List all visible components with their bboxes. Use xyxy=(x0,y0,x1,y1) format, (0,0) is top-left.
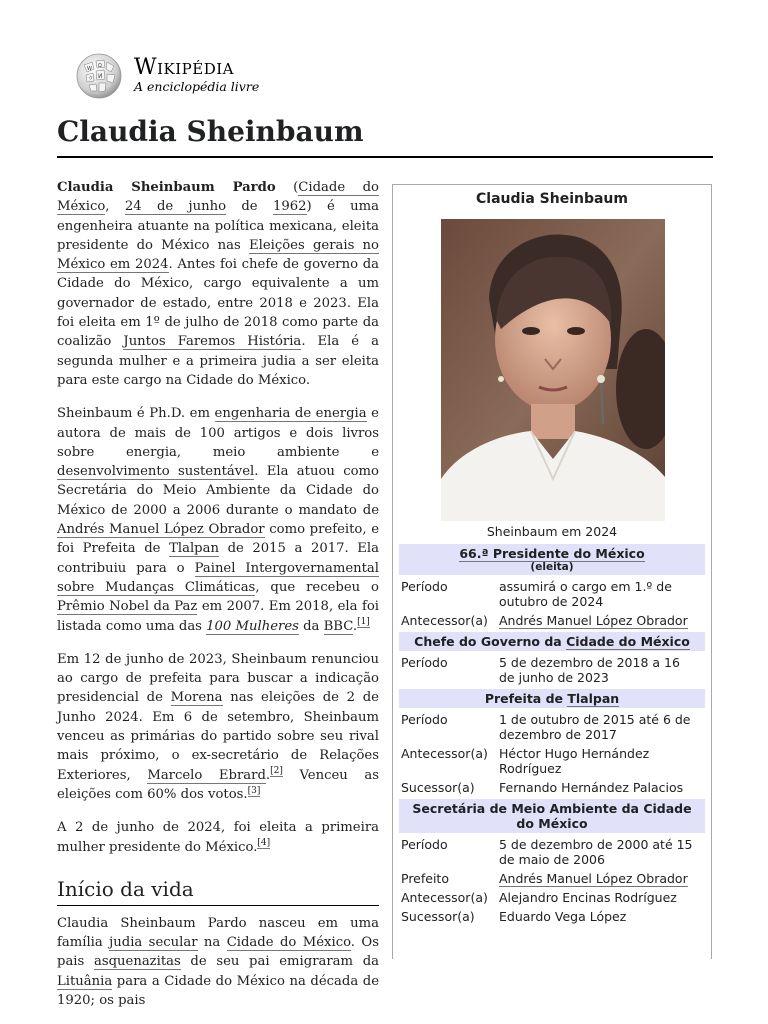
text: e autora de mais de 100 artigos e dois livros sobre energia, meio ambiente e xyxy=(57,406,379,460)
row-value: 5 de dezembro de 2000 até 15 de maio de 2006 xyxy=(499,837,693,867)
text: Claudia Sheinbaum Pardo nasceu em uma família xyxy=(57,915,379,951)
infobox-row xyxy=(401,746,705,776)
link-marcelo-ebrard[interactable]: Marcelo Ebrard xyxy=(147,767,266,783)
infobox-section-secretaria: Secretária de Meio Ambiente da Cidade do México xyxy=(399,799,705,833)
link-eleicoes-2024[interactable]: Eleições gerais no México em 2024 xyxy=(57,237,379,273)
row-value: 1 de outubro de 2015 até 6 de dezembro de 2017 xyxy=(499,712,691,742)
elected-note: (eleita) xyxy=(530,561,574,573)
text: A 2 de junho de 2024, foi eleita a primeira mulher presidente do México. xyxy=(57,820,379,855)
link-tlalpan-infobox[interactable]: Tlalpan xyxy=(567,691,620,706)
row-label: Antecessor(a) xyxy=(401,746,488,761)
article-body xyxy=(57,178,379,1024)
row-label: Prefeito xyxy=(401,871,449,886)
text: nas eleições de 2 de Junho 2024. Em 6 de setembro, Sheinbaum venceu as primárias do partido sobre seu rival mais próximo, o ex-secretário de Relações Exteriores, xyxy=(57,690,379,783)
row-label: Antecessor(a) xyxy=(401,890,488,905)
row-value: Héctor Hugo Hernández Rodríguez xyxy=(499,746,650,776)
text: da xyxy=(298,618,324,634)
link-cidade-do-mexico-2[interactable]: Cidade do México xyxy=(226,935,351,951)
infobox-title: Claudia Sheinbaum xyxy=(476,191,628,207)
svg-text:ウ: ウ xyxy=(88,76,94,82)
paragraph-candidacy xyxy=(57,650,379,804)
link-1962[interactable]: 1962 xyxy=(272,199,307,215)
text: , que recebeu o xyxy=(255,579,379,595)
text: . Ela é a segunda mulher e a primeira judia a ser eleita para este cargo na Cidade do México. xyxy=(57,334,379,388)
infobox-section-prefeita xyxy=(399,689,705,708)
infobox-row xyxy=(401,655,705,685)
infobox-row xyxy=(401,890,705,905)
text: em 2007. Em 2018, ela foi listada como uma das xyxy=(57,599,379,634)
site-tagline: A enciclopédia livre xyxy=(134,79,260,94)
row-value: Fernando Hernández Palacios xyxy=(499,780,684,795)
text: . Antes foi chefe de governo da Cidade do México, cargo equivalente a um governador de estado, entre 2018 e 2023. Ela foi eleita em 1º de julho de 2018 como parte da coalizão xyxy=(57,257,379,350)
link-engenharia-de-energia[interactable]: engenharia de energia xyxy=(214,406,367,422)
reference-4[interactable]: [4] xyxy=(257,838,271,849)
link-judia-secular[interactable]: judia secular xyxy=(109,935,198,951)
link-lituania[interactable]: Lituânia xyxy=(57,973,113,989)
paragraph-career xyxy=(57,404,379,636)
row-value: 5 de dezembro de 2018 a 16 de junho de 2023 xyxy=(499,655,680,685)
infobox-row xyxy=(401,909,705,924)
link-presidente-do-mexico[interactable]: 66.ª Presidente do México xyxy=(459,546,645,561)
infobox-row xyxy=(401,871,705,886)
reference-3[interactable]: [3] xyxy=(247,785,261,796)
infobox-row xyxy=(401,579,705,609)
reference-1[interactable]: [1] xyxy=(357,617,370,628)
text: . Ela atuou como Secretária do Meio Ambiente da Cidade do México de 2000 a 2006 durante o mandato de xyxy=(57,464,379,518)
text: . xyxy=(265,767,271,783)
link-bbc[interactable]: BBC xyxy=(323,618,353,634)
infobox-section-presidente xyxy=(399,544,705,575)
infobox-row xyxy=(401,712,705,742)
link-asquenazitas[interactable]: asquenazitas xyxy=(93,954,181,970)
text: na xyxy=(197,935,227,951)
site-header xyxy=(74,53,314,101)
text: de xyxy=(226,199,273,215)
row-value: Eduardo Vega López xyxy=(499,909,627,924)
section-heading-early-life: Início da vida xyxy=(57,875,379,906)
text: como prefeito, e foi Prefeita de xyxy=(57,522,379,557)
text: Chefe do Governo da xyxy=(414,634,567,649)
infobox-section-chefe-de-governo xyxy=(399,632,705,651)
text: Prefeita de xyxy=(484,691,568,706)
text: . xyxy=(352,618,358,634)
link-tlalpan[interactable]: Tlalpan xyxy=(169,541,219,557)
link-morena[interactable]: Morena xyxy=(170,690,223,706)
link-andres-manuel-lopez-obrador[interactable]: Andrés Manuel López Obrador xyxy=(57,522,265,538)
row-label: Período xyxy=(401,837,448,852)
row-value: Alejandro Encinas Rodríguez xyxy=(499,890,677,905)
paragraph-early-life xyxy=(57,914,379,1010)
row-label: Sucessor(a) xyxy=(401,909,475,924)
svg-text:И: И xyxy=(98,73,103,80)
paragraph-election xyxy=(57,818,379,857)
text: Venceu as eleições com 60% dos votos. xyxy=(57,767,380,802)
text: ) é uma engenheira atuante na política mexicana, eleita presidente do México nas xyxy=(57,199,379,253)
text: de 2015 a 2017. Ela contribuiu para o xyxy=(57,541,380,576)
text: para a Cidade do México na década de 1920; os pais xyxy=(57,973,379,1008)
site-wordmark[interactable]: Wikipédia xyxy=(134,55,234,80)
row-label: Sucessor(a) xyxy=(401,780,475,795)
link-24-de-junho[interactable]: 24 de junho xyxy=(124,199,227,215)
row-value: assumirá o cargo em 1.º de outubro de 2024 xyxy=(499,579,672,609)
row-label: Período xyxy=(401,655,448,670)
infobox-row xyxy=(401,613,705,628)
portrait-photo[interactable] xyxy=(441,219,665,521)
svg-text:Ω: Ω xyxy=(98,63,102,69)
link-desenvolvimento-sustentavel[interactable]: desenvolvimento sustentável xyxy=(57,464,255,480)
infobox-row xyxy=(401,837,705,867)
link-prefeito-amlo[interactable]: Andrés Manuel López Obrador xyxy=(499,871,688,886)
svg-text:W: W xyxy=(87,66,92,72)
text: Sheinbaum é Ph.D. em xyxy=(57,406,215,422)
link-cidade-do-mexico-infobox[interactable]: Cidade do México xyxy=(566,634,690,649)
infobox xyxy=(392,184,712,959)
row-label: Período xyxy=(401,712,448,727)
photo-caption: Sheinbaum em 2024 xyxy=(486,524,618,539)
text: . Os pais xyxy=(57,935,379,970)
page-title: Claudia Sheinbaum xyxy=(57,110,713,158)
infobox-row xyxy=(401,780,705,795)
link-100-mulheres[interactable]: 100 Mulheres xyxy=(206,618,299,634)
wikipedia-globe-logo[interactable] xyxy=(74,53,124,99)
subject-name: Claudia Sheinbaum Pardo xyxy=(57,180,276,195)
row-label: Antecessor(a) xyxy=(401,613,488,628)
link-ipcc[interactable]: Painel Intergovernamental sobre Mudanças Climáticas xyxy=(57,560,379,595)
link-cidade-do-mexico[interactable]: Cidade do México xyxy=(57,180,379,215)
text: de seu pai emigraram da xyxy=(180,954,380,970)
text: Em 12 de junho de 2023, Sheinbaum renunciou ao cargo de prefeita para buscar a indicação presidencial de xyxy=(57,651,379,706)
link-premio-nobel-da-paz[interactable]: Prêmio Nobel da Paz xyxy=(57,599,198,615)
link-juntos-faremos-historia[interactable]: Juntos Faremos História xyxy=(123,334,302,350)
link-antecessor-amlo[interactable]: Andrés Manuel López Obrador xyxy=(499,613,688,628)
paragraph-intro: Claudia Sheinbaum Pardo (Cidade do México, 24 de junho de 1962) é uma engenheira atuante na política mexicana, eleita presidente do México nas Eleições gerais no México em 2024. Antes foi chefe de governo da Cidade do México, cargo equivalente a um governador de estado, entre 2018 e 2023. Ela foi eleita em 1º de julho de 2018 como parte da coalizão Juntos Faremos História. Ela é a segunda mulher e a primeira judia a ser eleita para este cargo na Cidade do México. xyxy=(57,180,379,388)
reference-2[interactable]: [2] xyxy=(270,766,283,777)
row-label: Período xyxy=(401,579,448,594)
